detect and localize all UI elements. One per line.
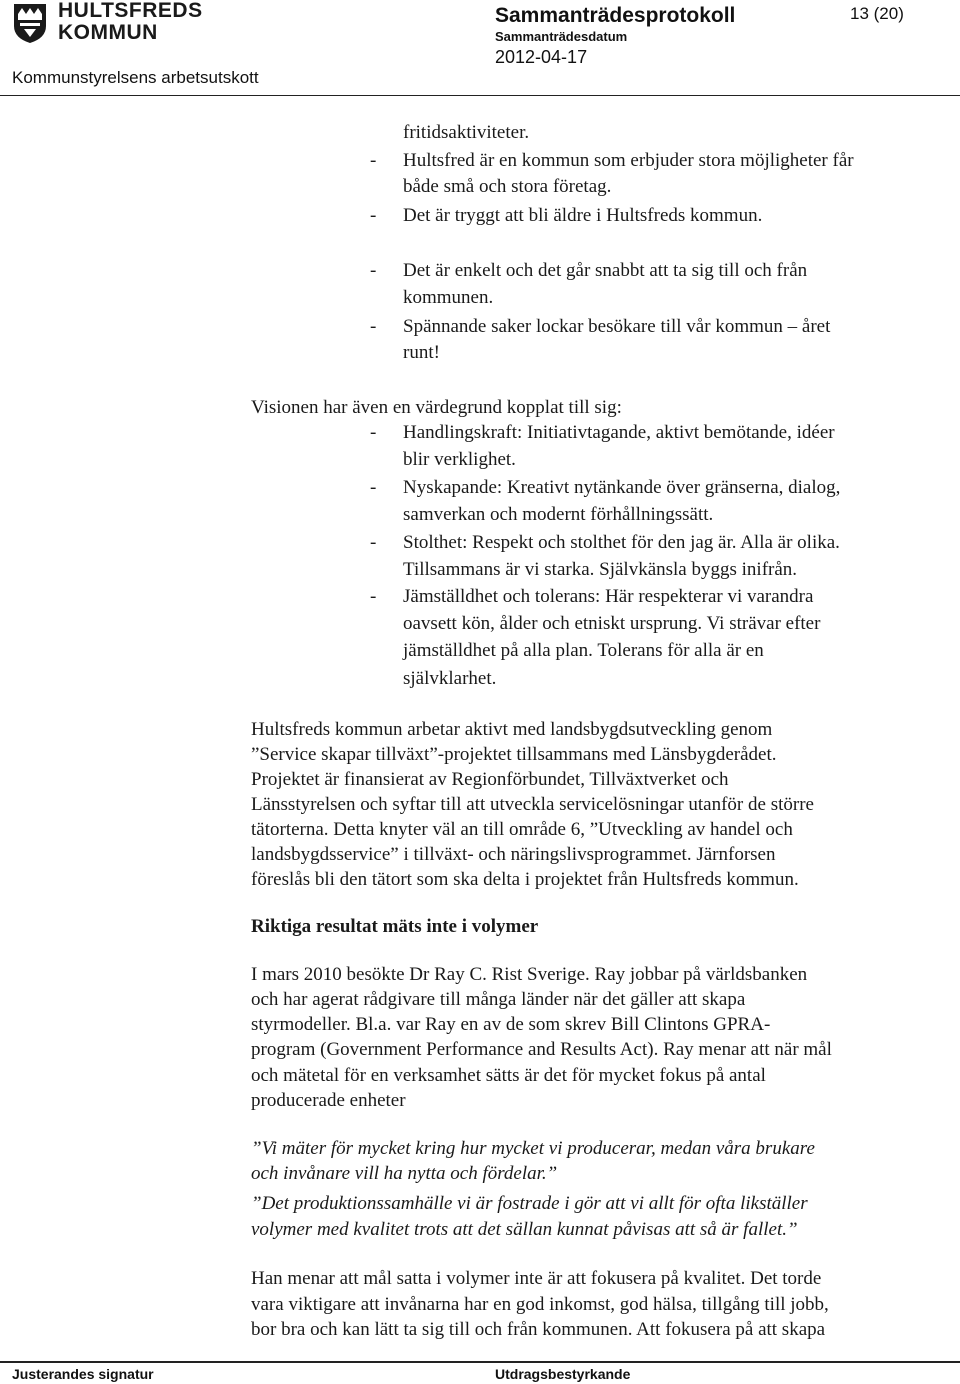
quote-line: volymer med kvalitet trots att det sällan kunnat påvisas att så är fallet.”: [251, 1219, 798, 1240]
value-item: Handlingskraft: Initiativtagande, aktivt bemötande, idéer: [403, 422, 835, 443]
page-number: 13 (20): [850, 4, 904, 23]
paragraph-line: vara viktigare att invånarna har en god inkomst, god hälsa, tillgång till jobb,: [251, 1294, 829, 1315]
list-item: fritidsaktiviteter.: [403, 122, 530, 143]
list-bullet: -: [370, 532, 377, 553]
list-item: kommunen.: [403, 287, 494, 308]
value-item: Jämställdhet och tolerans: Här respekterar vi varandra: [403, 586, 814, 607]
footer-divider: [0, 1361, 960, 1363]
committee-name: Kommunstyrelsens arbetsutskott: [12, 68, 259, 87]
paragraph-line: tätorterna. Detta knyter väl an till område 6, ”Utveckling av handel och: [251, 819, 793, 840]
list-item: runt!: [403, 342, 440, 363]
quote-line: ”Vi mäter för mycket kring hur mycket vi producerar, medan våra brukare: [251, 1138, 815, 1159]
paragraph-line: program (Government Performance and Results Act). Ray menar att när mål: [251, 1039, 832, 1060]
paragraph-line: Länsstyrelsen och syftar till att utveckla servicelösningar utanför de större: [251, 794, 814, 815]
quote-line: ”Det produktionssamhälle vi är fostrade i gör att vi allt för ofta likställer: [251, 1193, 808, 1214]
municipality-logo: [12, 2, 48, 49]
values-intro: Visionen har även en värdegrund kopplat till sig:: [251, 397, 622, 418]
paragraph-line: Projektet är finansierat av Regionförbundet, Tillväxtverket och: [251, 769, 729, 790]
value-item: självklarhet.: [403, 668, 497, 689]
paragraph-line: föreslås bli den tätort som ska delta i projektet från Hultsfreds kommun.: [251, 869, 799, 890]
paragraph-line: och mätetal för en verksamhet sätts är det för mycket fokus på antal: [251, 1065, 766, 1086]
list-item: Det är tryggt att bli äldre i Hultsfreds kommun.: [403, 205, 763, 226]
signature-label: Justerandes signatur: [12, 1366, 154, 1382]
list-bullet: -: [370, 422, 377, 443]
list-item: Det är enkelt och det går snabbt att ta sig till och från: [403, 260, 808, 281]
paragraph-line: bor bra och kan lätt ta sig till och från kommunen. Att fokusera på att skapa: [251, 1319, 826, 1340]
meeting-date: 2012-04-17: [495, 47, 588, 67]
list-bullet: -: [370, 260, 377, 281]
paragraph-line: styrmodeller. Bl.a. var Ray en av de som skrev Bill Clintons GPRA-: [251, 1014, 771, 1035]
list-item: både små och stora företag.: [403, 176, 612, 197]
date-label: Sammanträdesdatum: [495, 29, 628, 44]
paragraph-line: Hultsfreds kommun arbetar aktivt med landsbygdsutveckling genom: [251, 719, 773, 740]
list-bullet: -: [370, 150, 377, 171]
value-item: blir verklighet.: [403, 449, 516, 470]
list-bullet: -: [370, 205, 377, 226]
value-item: oavsett kön, ålder och etniskt ursprung. Vi strävar efter: [403, 613, 821, 634]
header-divider: [0, 95, 960, 96]
list-bullet: -: [370, 477, 377, 498]
value-item: Stolthet: Respekt och stolthet för den jag är. Alla är olika.: [403, 532, 840, 553]
paragraph-line: och har agerat rådgivare till många länder när det gäller att skapa: [251, 989, 746, 1010]
document-title: Sammanträdesprotokoll: [495, 4, 736, 27]
list-item: Spännande saker lockar besökare till vår kommun – året: [403, 316, 831, 337]
value-item: Tillsammans är vi starka. Självkänsla byggs inifrån.: [403, 559, 798, 580]
paragraph-line: I mars 2010 besökte Dr Ray C. Rist Sverige. Ray jobbar på världsbanken: [251, 964, 808, 985]
paragraph-line: landsbygdsservice” i tillväxt- och näringslivsprogrammet. Järnforsen: [251, 844, 776, 865]
list-bullet: -: [370, 316, 377, 337]
list-bullet: -: [370, 586, 377, 607]
paragraph-line: Han menar att mål satta i volymer inte är att fokusera på kvalitet. Det torde: [251, 1268, 822, 1289]
list-item: Hultsfred är en kommun som erbjuder stora möjligheter får: [403, 150, 854, 171]
org-name: HULTSFREDS KOMMUN: [58, 0, 203, 44]
paragraph-line: producerade enheter: [251, 1090, 406, 1111]
paragraph-line: ”Service skapar tillväxt”-projektet tillsammans med Länsbygderådet.: [251, 744, 777, 765]
quote-line: och invånare vill ha nytta och fördelar.”: [251, 1163, 558, 1184]
section-heading: Riktiga resultat mäts inte i volymer: [251, 916, 539, 937]
value-item: samverkan och modernt förhållningssätt.: [403, 504, 714, 525]
value-item: jämställdhet på alla plan. Tolerans för alla är en: [403, 640, 764, 661]
certification-label: Utdragsbestyrkande: [495, 1366, 631, 1382]
value-item: Nyskapande: Kreativt nytänkande över gränserna, dialog,: [403, 477, 841, 498]
